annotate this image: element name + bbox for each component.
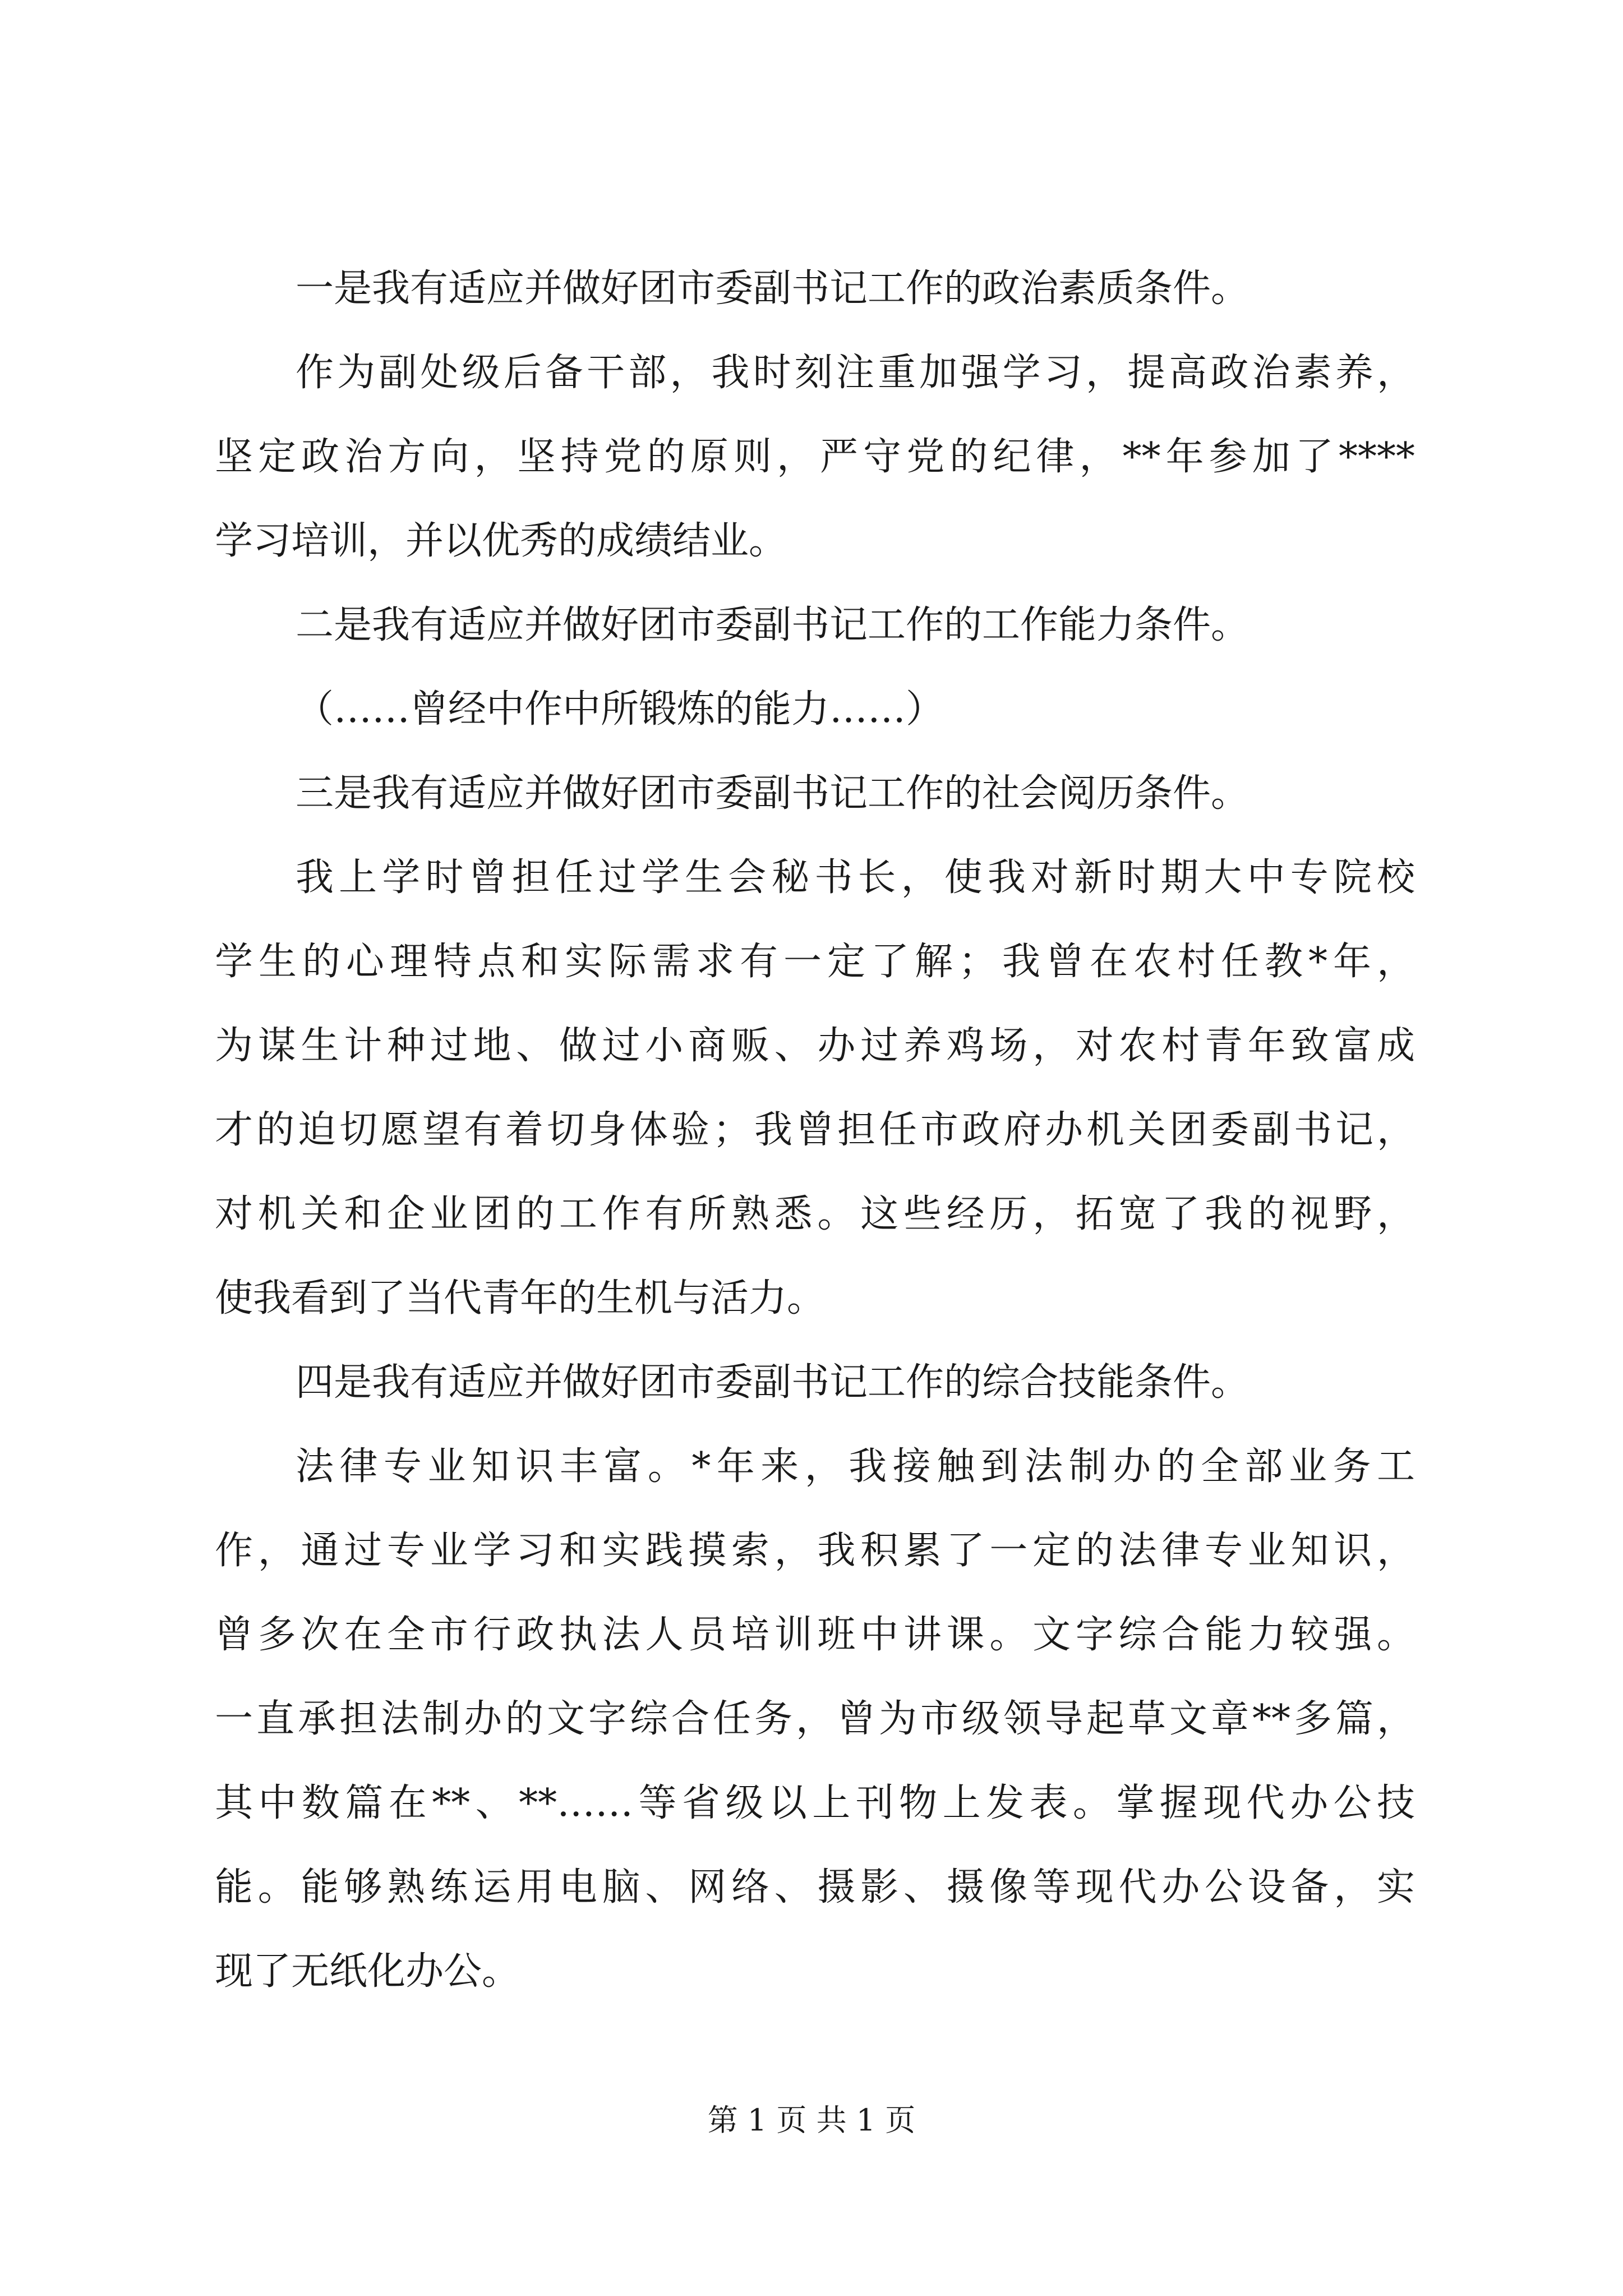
text-line: 坚定政治方向，坚持党的原则，严守党的纪律，**年参加了**** (215, 435, 1415, 479)
text-line: （……曾经中作中所锻炼的能力……） (296, 687, 944, 731)
text-line: 曾多次在全市行政执法人员培训班中讲课。文字综合能力较强。 (215, 1613, 1415, 1657)
text-line: 现了无纸化办公。 (215, 1949, 520, 1994)
text-line: 一直承担法制办的文字综合任务，曾为市级领导起草文章**多篇， (215, 1697, 1415, 1741)
paragraph-heading-2: 二是我有适应并做好团市委副书记工作的工作能力条件。 (296, 603, 1249, 647)
text-line: 学生的心理特点和实际需求有一定了解；我曾在农村任教*年， (215, 940, 1415, 984)
text-line: 其中数篇在**、**……等省级以上刊物上发表。掌握现代办公技 (215, 1781, 1415, 1825)
text-line: 才的迫切愿望有着切身体验；我曾担任市政府办机关团委副书记， (215, 1108, 1415, 1152)
document-body (215, 247, 1415, 2014)
text-line: 为谋生计种过地、做过小商贩、办过养鸡场，对农村青年致富成 (215, 1024, 1415, 1068)
text-line: 我上学时曾担任过学生会秘书长，使我对新时期大中专院校 (296, 855, 1415, 900)
paragraph-heading-4: 四是我有适应并做好团市委副书记工作的综合技能条件。 (296, 1360, 1249, 1405)
paragraph-heading-3: 三是我有适应并做好团市委副书记工作的社会阅历条件。 (296, 771, 1249, 816)
page-number-footer: 第 1 页 共 1 页 (707, 2102, 916, 2138)
text-line: 学习培训，并以优秀的成绩结业。 (215, 519, 787, 563)
text-line: 法律专业知识丰富。*年来，我接触到法制办的全部业务工 (296, 1444, 1415, 1489)
text-line: 使我看到了当代青年的生机与活力。 (215, 1276, 826, 1320)
text-line: 能。能够熟练运用电脑、网络、摄影、摄像等现代办公设备，实 (215, 1865, 1415, 1910)
text-line: 对机关和企业团的工作有所熟悉。这些经历，拓宽了我的视野， (215, 1192, 1415, 1236)
text-line: 作，通过专业学习和实践摸索，我积累了一定的法律专业知识， (215, 1529, 1415, 1573)
paragraph-heading-1: 一是我有适应并做好团市委副书记工作的政治素质条件。 (296, 266, 1249, 311)
text-line: 作为副处级后备干部，我时刻注重加强学习，提高政治素养， (296, 351, 1415, 395)
